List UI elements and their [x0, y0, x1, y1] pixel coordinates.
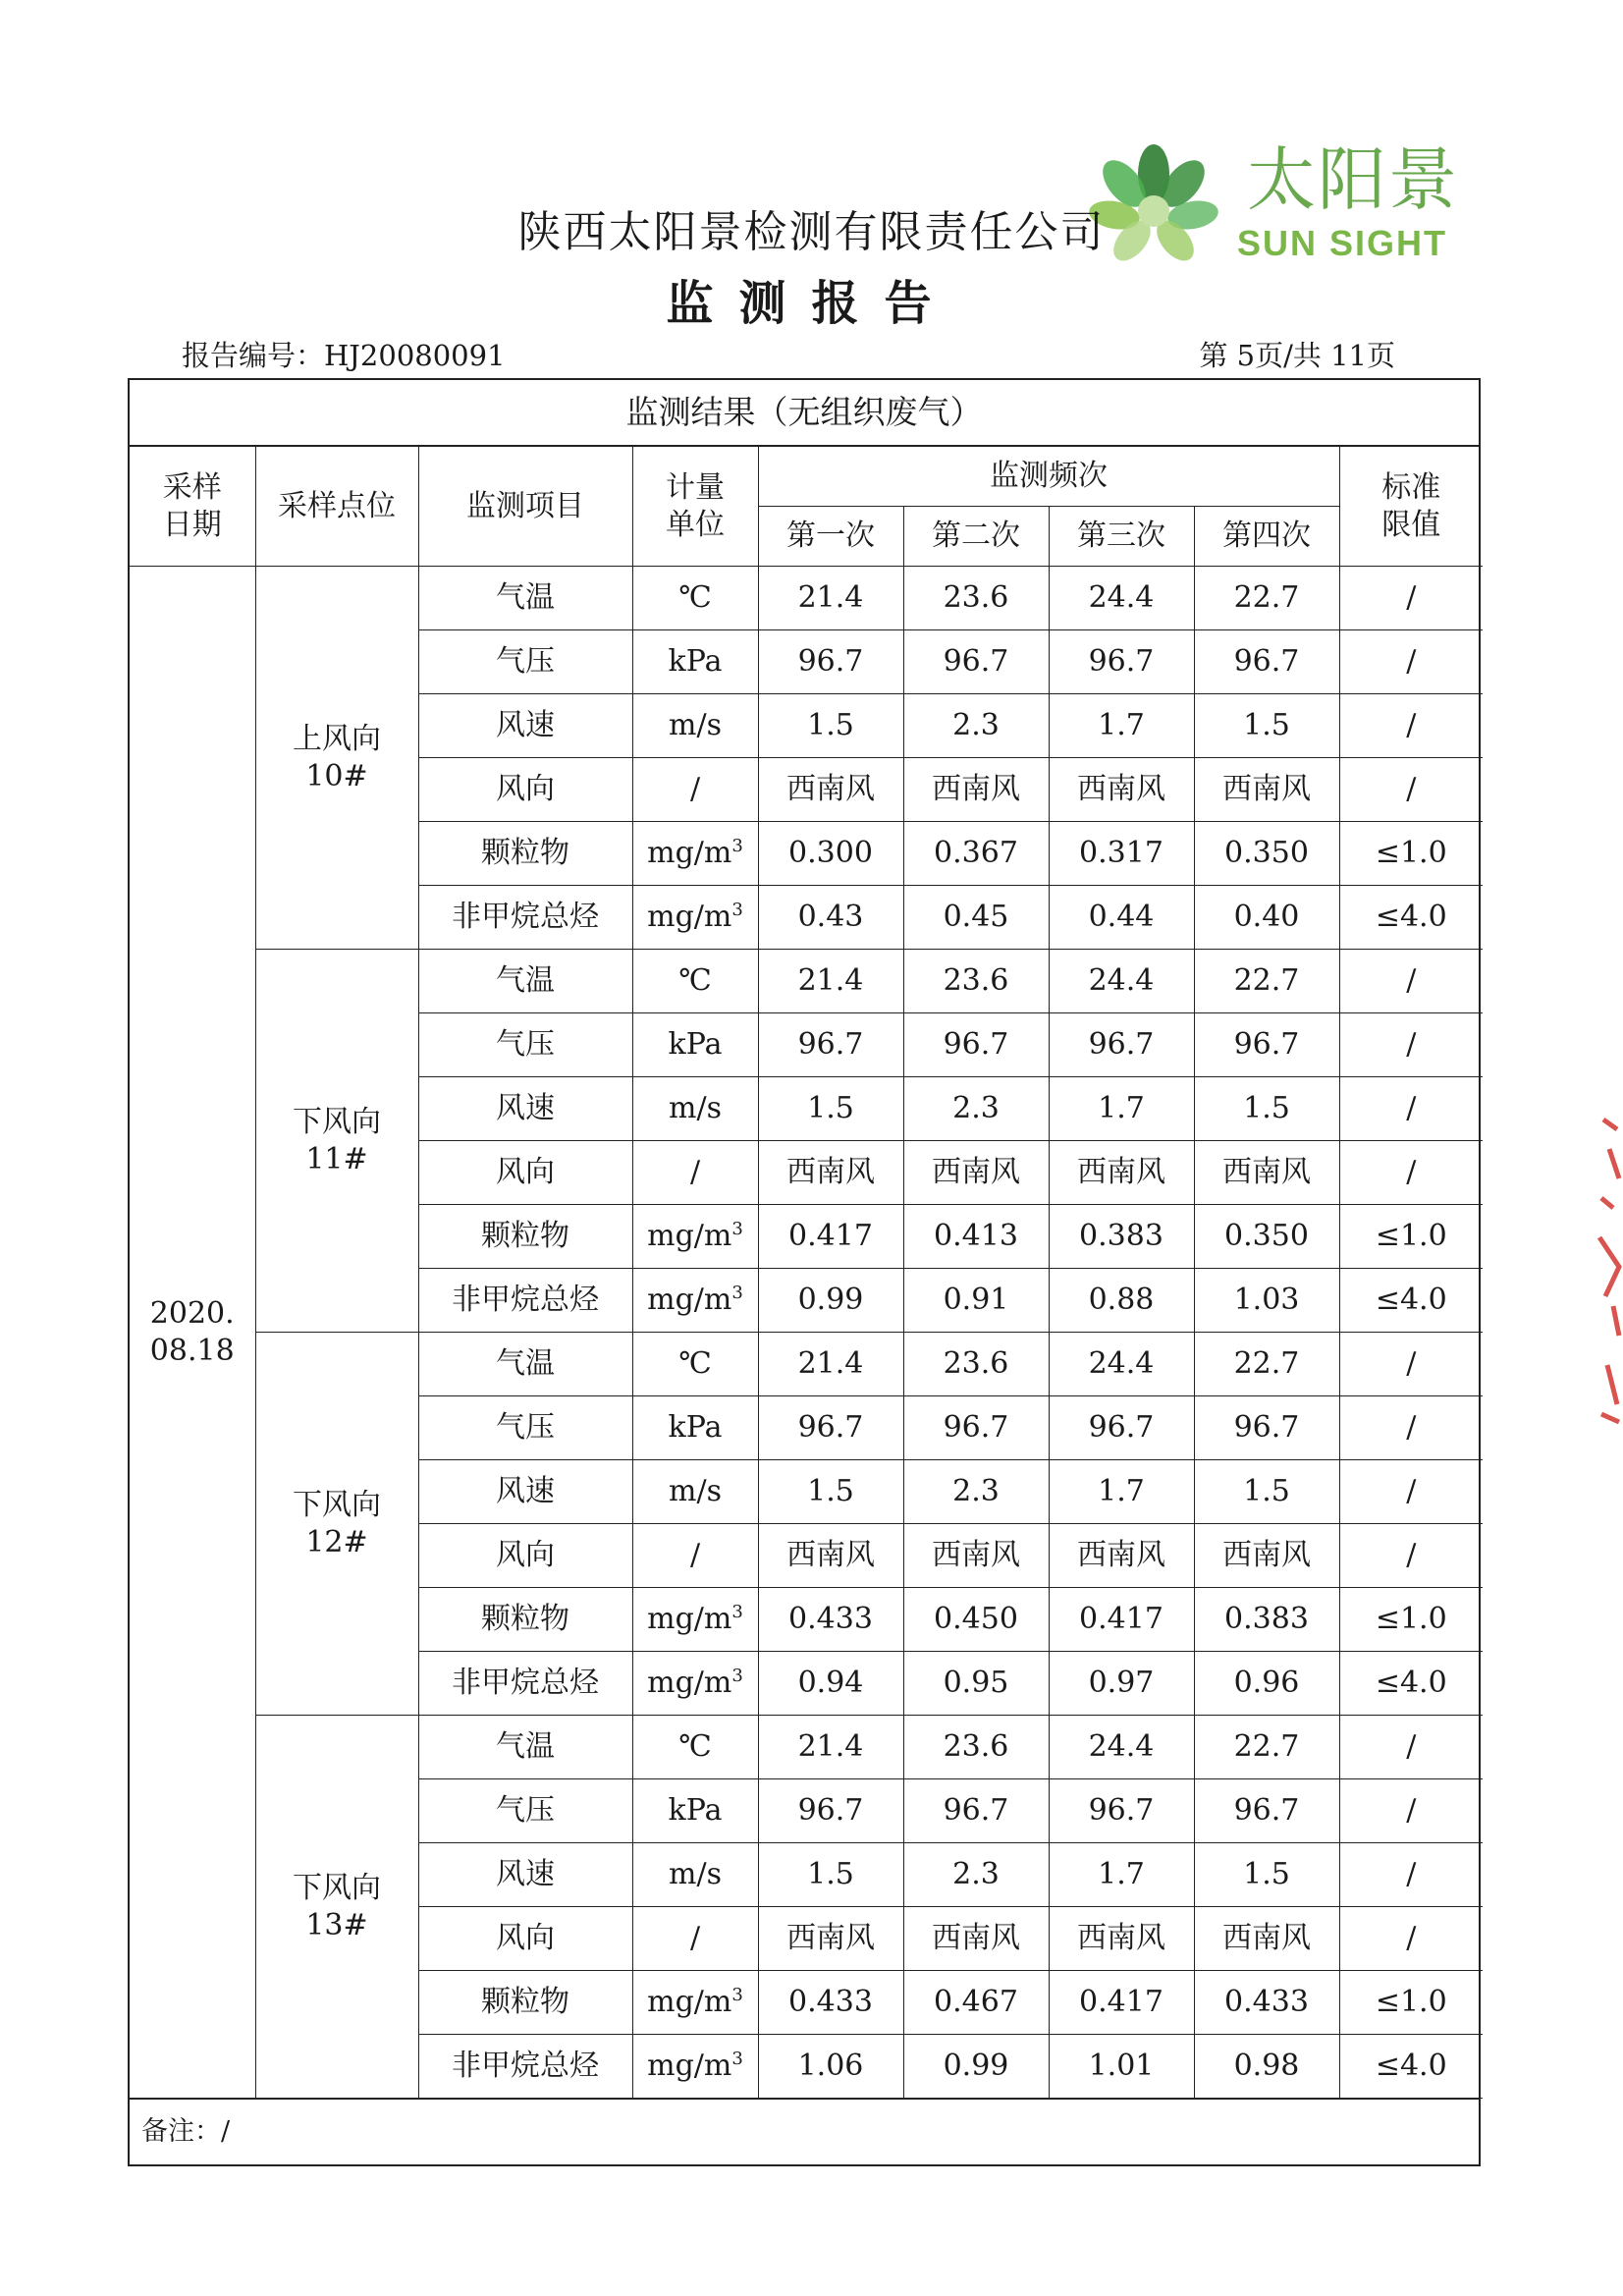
standard-limit: ≤4.0	[1339, 1652, 1483, 1716]
value-cell: 西南风	[903, 1524, 1049, 1588]
header-date: 采样 日期	[130, 447, 255, 567]
monitoring-item: 风向	[418, 1907, 632, 1971]
unit-cell: kPa	[632, 1396, 758, 1460]
unit-cell: $mg/m^3$	[632, 886, 758, 950]
value-cell: 1.5	[1194, 1460, 1339, 1524]
standard-limit: /	[1339, 567, 1483, 630]
standard-limit: ≤4.0	[1339, 886, 1483, 950]
standard-limit: /	[1339, 758, 1483, 822]
value-cell: 0.98	[1194, 2035, 1339, 2099]
value-cell: 96.7	[758, 1779, 903, 1843]
value-cell: 96.7	[758, 1396, 903, 1460]
value-cell: 西南风	[758, 758, 903, 822]
value-cell: 0.467	[903, 1971, 1049, 2035]
remarks: 备注：/	[130, 2099, 1479, 2164]
value-cell: 96.7	[1049, 1396, 1194, 1460]
unit-cell: m/s	[632, 1077, 758, 1141]
value-cell: 1.5	[758, 1843, 903, 1907]
value-cell: 1.5	[758, 694, 903, 758]
standard-limit: ≤1.0	[1339, 822, 1483, 886]
monitoring-item: 非甲烷总烃	[418, 1269, 632, 1333]
unit-cell: /	[632, 1524, 758, 1588]
value-cell: 22.7	[1194, 1716, 1339, 1779]
value-cell: 西南风	[1194, 1907, 1339, 1971]
monitoring-item: 气温	[418, 1716, 632, 1779]
value-cell: 24.4	[1049, 567, 1194, 630]
value-cell: 1.5	[1194, 1077, 1339, 1141]
value-cell: 96.7	[1194, 630, 1339, 694]
value-cell: 23.6	[903, 1333, 1049, 1396]
value-cell: 2.3	[903, 694, 1049, 758]
value-cell: 0.383	[1049, 1205, 1194, 1269]
value-cell: 0.88	[1049, 1269, 1194, 1333]
value-cell: 0.300	[758, 822, 903, 886]
value-cell: 0.367	[903, 822, 1049, 886]
monitoring-item: 风向	[418, 1141, 632, 1205]
header-fourth: 第四次	[1194, 507, 1339, 567]
table-row	[130, 1716, 1483, 1779]
value-cell: 0.417	[1049, 1971, 1194, 2035]
value-cell: 24.4	[1049, 1333, 1194, 1396]
unit-cell: $mg/m^3$	[632, 822, 758, 886]
unit-cell: kPa	[632, 630, 758, 694]
value-cell: 西南风	[903, 758, 1049, 822]
value-cell: 23.6	[903, 1716, 1049, 1779]
value-cell: 0.417	[1049, 1588, 1194, 1652]
value-cell: 0.413	[903, 1205, 1049, 1269]
report-title: 监测报告	[666, 276, 957, 331]
monitoring-item: 风速	[418, 1077, 632, 1141]
standard-limit: ≤1.0	[1339, 1205, 1483, 1269]
value-cell: 96.7	[1049, 1013, 1194, 1077]
sampling-point: 下风向 11#	[255, 950, 418, 1333]
unit-cell: $mg/m^3$	[632, 1971, 758, 2035]
header-unit: 计量 单位	[632, 447, 758, 567]
value-cell: 22.7	[1194, 950, 1339, 1013]
value-cell: 1.7	[1049, 1077, 1194, 1141]
monitoring-item: 颗粒物	[418, 1205, 632, 1269]
value-cell: 22.7	[1194, 1333, 1339, 1396]
header-second: 第二次	[903, 507, 1049, 567]
standard-limit: /	[1339, 1716, 1483, 1779]
monitoring-item: 风向	[418, 758, 632, 822]
value-cell: 西南风	[1194, 758, 1339, 822]
value-cell: 1.7	[1049, 1843, 1194, 1907]
standard-limit: ≤4.0	[1339, 1269, 1483, 1333]
header-third: 第三次	[1049, 507, 1194, 567]
unit-cell: /	[632, 758, 758, 822]
value-cell: 0.99	[903, 2035, 1049, 2099]
unit-cell: ℃	[632, 1333, 758, 1396]
header-frequency: 监测频次	[758, 447, 1339, 507]
standard-limit: /	[1339, 1779, 1483, 1843]
value-cell: 0.43	[758, 886, 903, 950]
value-cell: 0.450	[903, 1588, 1049, 1652]
monitoring-item: 气压	[418, 1013, 632, 1077]
value-cell: 西南风	[1049, 758, 1194, 822]
unit-cell: kPa	[632, 1013, 758, 1077]
value-cell: 西南风	[903, 1141, 1049, 1205]
standard-limit: /	[1339, 1077, 1483, 1141]
standard-limit: /	[1339, 950, 1483, 1013]
value-cell: 西南风	[903, 1907, 1049, 1971]
unit-cell: ℃	[632, 567, 758, 630]
value-cell: 西南风	[1194, 1141, 1339, 1205]
sheet-title: 监测结果（无组织废气）	[130, 380, 1479, 447]
value-cell: 21.4	[758, 950, 903, 1013]
unit-cell: /	[632, 1907, 758, 1971]
unit-cell: $mg/m^3$	[632, 2035, 758, 2099]
unit-cell: ℃	[632, 1716, 758, 1779]
value-cell: 0.433	[758, 1971, 903, 2035]
sampling-date: 2020. 08.18	[130, 567, 255, 2099]
standard-limit: /	[1339, 1524, 1483, 1588]
monitoring-item: 风速	[418, 694, 632, 758]
value-cell: 0.350	[1194, 1205, 1339, 1269]
sampling-point: 上风向 10#	[255, 567, 418, 950]
value-cell: 1.5	[758, 1460, 903, 1524]
unit-cell: m/s	[632, 694, 758, 758]
unit-cell: m/s	[632, 1843, 758, 1907]
monitoring-item: 风速	[418, 1460, 632, 1524]
value-cell: 1.5	[758, 1077, 903, 1141]
monitoring-item: 风向	[418, 1524, 632, 1588]
value-cell: 西南风	[758, 1141, 903, 1205]
value-cell: 0.383	[1194, 1588, 1339, 1652]
value-cell: 0.95	[903, 1652, 1049, 1716]
value-cell: 西南风	[758, 1524, 903, 1588]
value-cell: 1.5	[1194, 694, 1339, 758]
standard-limit: /	[1339, 630, 1483, 694]
value-cell: 96.7	[1194, 1396, 1339, 1460]
unit-cell: $mg/m^3$	[632, 1269, 758, 1333]
value-cell: 96.7	[903, 1779, 1049, 1843]
header-standard: 标准 限值	[1339, 447, 1483, 567]
value-cell: 22.7	[1194, 567, 1339, 630]
standard-limit: ≤1.0	[1339, 1971, 1483, 2035]
standard-limit: /	[1339, 694, 1483, 758]
value-cell: 0.97	[1049, 1652, 1194, 1716]
table-row	[130, 567, 1483, 630]
value-cell: 0.91	[903, 1269, 1049, 1333]
value-cell: 96.7	[1194, 1013, 1339, 1077]
standard-limit: /	[1339, 1460, 1483, 1524]
page-number: 第 5页/共 11页	[1199, 339, 1395, 372]
value-cell: 西南风	[1194, 1524, 1339, 1588]
value-cell: 0.317	[1049, 822, 1194, 886]
value-cell: 2.3	[903, 1843, 1049, 1907]
table-row	[130, 950, 1483, 1013]
unit-cell: m/s	[632, 1460, 758, 1524]
monitoring-item: 颗粒物	[418, 822, 632, 886]
unit-cell: $mg/m^3$	[632, 1652, 758, 1716]
standard-limit: ≤4.0	[1339, 2035, 1483, 2099]
monitoring-item: 气压	[418, 630, 632, 694]
standard-limit: ≤1.0	[1339, 1588, 1483, 1652]
header-point: 采样点位	[255, 447, 418, 567]
value-cell: 1.5	[1194, 1843, 1339, 1907]
results-sheet	[128, 378, 1481, 2166]
standard-limit: /	[1339, 1141, 1483, 1205]
sampling-point: 下风向 13#	[255, 1716, 418, 2099]
value-cell: 24.4	[1049, 1716, 1194, 1779]
value-cell: 24.4	[1049, 950, 1194, 1013]
monitoring-item: 气压	[418, 1779, 632, 1843]
value-cell: 23.6	[903, 950, 1049, 1013]
value-cell: 21.4	[758, 567, 903, 630]
value-cell: 1.7	[1049, 694, 1194, 758]
value-cell: 21.4	[758, 1333, 903, 1396]
value-cell: 0.433	[758, 1588, 903, 1652]
value-cell: 1.03	[1194, 1269, 1339, 1333]
company-name: 陕西太阳景检测有限责任公司	[517, 207, 1106, 257]
value-cell: 2.3	[903, 1077, 1049, 1141]
monitoring-item: 气压	[418, 1396, 632, 1460]
results-table	[130, 447, 1483, 2099]
value-cell: 96.7	[758, 1013, 903, 1077]
header-row	[130, 447, 1483, 507]
value-cell: 0.433	[1194, 1971, 1339, 2035]
value-cell: 1.01	[1049, 2035, 1194, 2099]
monitoring-item: 气温	[418, 950, 632, 1013]
monitoring-item: 非甲烷总烃	[418, 1652, 632, 1716]
unit-cell: /	[632, 1141, 758, 1205]
value-cell: 西南风	[1049, 1907, 1194, 1971]
monitoring-item: 颗粒物	[418, 1588, 632, 1652]
value-cell: 96.7	[758, 630, 903, 694]
value-cell: 96.7	[1049, 1779, 1194, 1843]
monitoring-item: 颗粒物	[418, 1971, 632, 2035]
value-cell: 23.6	[903, 567, 1049, 630]
standard-limit: /	[1339, 1396, 1483, 1460]
value-cell: 西南风	[758, 1907, 903, 1971]
value-cell: 0.44	[1049, 886, 1194, 950]
header-item: 监测项目	[418, 447, 632, 567]
unit-cell: ℃	[632, 950, 758, 1013]
value-cell: 西南风	[1049, 1141, 1194, 1205]
monitoring-item: 气温	[418, 1333, 632, 1396]
unit-cell: kPa	[632, 1779, 758, 1843]
standard-limit: /	[1339, 1907, 1483, 1971]
unit-cell: $mg/m^3$	[632, 1205, 758, 1269]
value-cell: 0.45	[903, 886, 1049, 950]
monitoring-item: 风速	[418, 1843, 632, 1907]
standard-limit: /	[1339, 1333, 1483, 1396]
value-cell: 96.7	[1049, 630, 1194, 694]
value-cell: 0.40	[1194, 886, 1339, 950]
monitoring-item: 非甲烷总烃	[418, 886, 632, 950]
value-cell: 2.3	[903, 1460, 1049, 1524]
value-cell: 1.06	[758, 2035, 903, 2099]
standard-limit: /	[1339, 1843, 1483, 1907]
monitoring-item: 气温	[418, 567, 632, 630]
value-cell: 0.96	[1194, 1652, 1339, 1716]
value-cell: 0.99	[758, 1269, 903, 1333]
sampling-point: 下风向 12#	[255, 1333, 418, 1716]
table-row	[130, 1333, 1483, 1396]
logo-chinese-text: 太阳景	[1247, 139, 1459, 220]
value-cell: 96.7	[903, 1396, 1049, 1460]
value-cell: 21.4	[758, 1716, 903, 1779]
value-cell: 96.7	[903, 1013, 1049, 1077]
standard-limit: /	[1339, 1013, 1483, 1077]
monitoring-item: 非甲烷总烃	[418, 2035, 632, 2099]
report-number: 报告编号：HJ20080091	[182, 339, 506, 372]
value-cell: 西南风	[1049, 1524, 1194, 1588]
value-cell: 96.7	[903, 630, 1049, 694]
logo-english-text: SUN SIGHT	[1237, 223, 1448, 263]
value-cell: 96.7	[1194, 1779, 1339, 1843]
seal-stamp-icon	[1584, 1110, 1623, 1434]
header-first: 第一次	[758, 507, 903, 567]
value-cell: 0.417	[758, 1205, 903, 1269]
value-cell: 1.7	[1049, 1460, 1194, 1524]
value-cell: 0.94	[758, 1652, 903, 1716]
unit-cell: $mg/m^3$	[632, 1588, 758, 1652]
value-cell: 0.350	[1194, 822, 1339, 886]
